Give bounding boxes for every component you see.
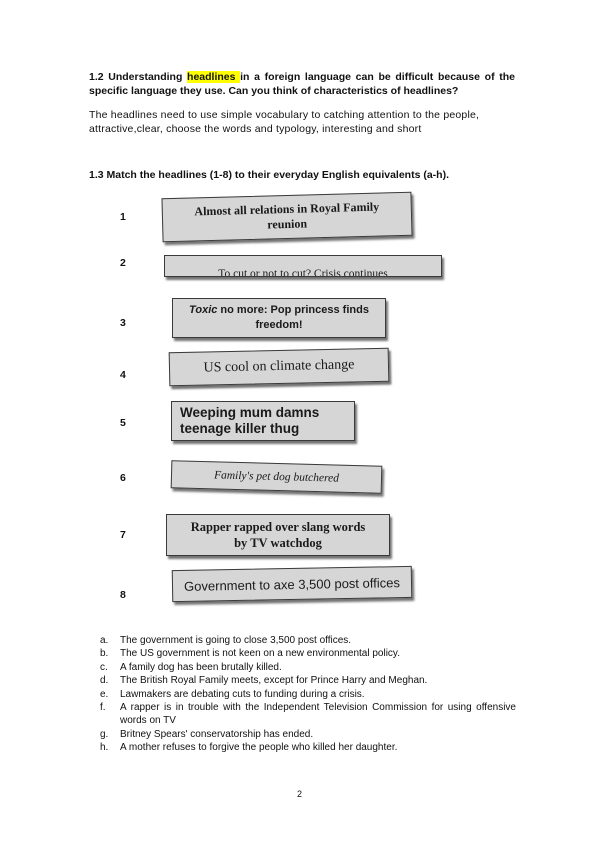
equivalent-text: A rapper is in trouble with the Independent Television Commission for using offensive words on TV bbox=[120, 702, 516, 727]
page-number: 2 bbox=[297, 789, 303, 799]
headline-7-line-2: by TV watchdog bbox=[234, 536, 322, 550]
equivalent-letter: d. bbox=[100, 675, 109, 687]
question-1-2-prefix: 1.2 Understanding bbox=[89, 71, 188, 83]
equivalent-item bbox=[100, 741, 516, 754]
equivalent-letter: a. bbox=[100, 635, 109, 646]
headline-clipping-7 bbox=[166, 514, 390, 556]
equivalent-text: Britney Spears' conservatorship has ended. bbox=[120, 728, 314, 740]
headline-clipping-6 bbox=[171, 460, 383, 494]
equivalent-letter: f. bbox=[100, 702, 106, 714]
headline-3-line-1 bbox=[189, 303, 369, 318]
equivalent-letter: h. bbox=[100, 742, 109, 754]
answer-1-2: The headlines need to use simple vocabulary to catching attention to the people, attractive,clear, choose the words and typology, interesting and short bbox=[89, 109, 480, 135]
headline-2-line-1: To cut or not to cut? Crisis continues bbox=[218, 268, 388, 277]
headline-clipping-1 bbox=[161, 192, 412, 243]
headline-clipping-8 bbox=[172, 566, 413, 602]
equivalent-letter: g. bbox=[100, 728, 109, 740]
headline-3-line-1-rest: no more: Pop princess finds bbox=[217, 304, 369, 316]
equivalent-text: A mother refuses to forgive the people who killed her daughter. bbox=[120, 742, 398, 754]
equivalent-text: The government is going to close 3,500 post offices. bbox=[120, 635, 352, 646]
equivalent-item bbox=[100, 634, 516, 647]
headline-number-5: 5 bbox=[120, 417, 126, 429]
headline-clipping-2 bbox=[164, 255, 442, 277]
headline-number-1: 1 bbox=[120, 211, 126, 223]
equivalents-list bbox=[100, 634, 516, 755]
headline-number-4: 4 bbox=[120, 369, 126, 381]
headline-number-6: 6 bbox=[120, 472, 126, 484]
headline-5-line-1: Weeping mum damns bbox=[180, 405, 320, 420]
equivalent-text: The US government is not keen on a new environmental policy. bbox=[120, 648, 400, 660]
question-1-2 bbox=[89, 70, 515, 98]
equivalent-text: Lawmakers are debating cuts to funding during a crisis. bbox=[120, 688, 365, 700]
highlighted-word: headlines bbox=[187, 71, 241, 83]
equivalent-item bbox=[100, 688, 516, 701]
headline-number-7: 7 bbox=[120, 529, 126, 541]
equivalent-item bbox=[100, 661, 516, 674]
headline-6-line-1: Family's pet dog butchered bbox=[213, 469, 340, 485]
headline-clipping-3 bbox=[172, 298, 386, 338]
headline-3-emphasis: Toxic bbox=[189, 304, 218, 316]
equivalent-item bbox=[100, 728, 516, 741]
headline-number-2: 2 bbox=[120, 257, 126, 269]
equivalent-letter: b. bbox=[100, 648, 109, 660]
equivalent-letter: e. bbox=[100, 688, 109, 700]
headline-1-line-1: Almost all relations in Royal Family bbox=[194, 199, 380, 219]
headline-clipping-5 bbox=[171, 401, 355, 441]
equivalent-text: The British Royal Family meets, except for Prince Harry and Meghan. bbox=[120, 675, 428, 687]
equivalent-text: A family dog has been brutally killed. bbox=[120, 661, 282, 673]
headline-8-line-1: Government to axe 3,500 post offices bbox=[183, 574, 401, 594]
headline-4-line-1: US cool on climate change bbox=[203, 357, 355, 376]
equivalent-item bbox=[100, 674, 516, 687]
equivalent-item bbox=[100, 701, 516, 728]
headline-1-line-2: reunion bbox=[267, 216, 308, 232]
equivalent-item bbox=[100, 647, 516, 660]
headline-5-line-2: teenage killer thug bbox=[180, 421, 300, 436]
headline-3-line-2: freedom! bbox=[255, 319, 303, 331]
headline-number-3: 3 bbox=[120, 317, 126, 329]
equivalent-letter: c. bbox=[100, 661, 108, 673]
question-1-2-suffix: in a foreign language can be difficult because of the specific language they use. Can you think of characteristics of headlines? bbox=[89, 71, 515, 97]
question-1-3: 1.3 Match the headlines (1-8) to their everyday English equivalents (a-h). bbox=[89, 169, 450, 181]
headline-clipping-4 bbox=[169, 348, 390, 387]
headline-number-8: 8 bbox=[120, 589, 126, 601]
headline-7-line-1: Rapper rapped over slang words bbox=[190, 520, 366, 534]
